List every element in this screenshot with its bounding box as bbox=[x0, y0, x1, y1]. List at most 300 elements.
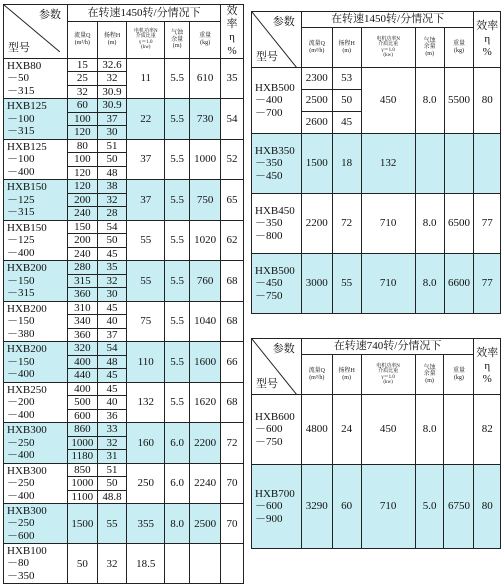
weight-header bbox=[444, 355, 474, 395]
model-line: －600 bbox=[255, 423, 283, 436]
power-cell: 22 bbox=[127, 99, 165, 140]
model-cell bbox=[4, 180, 68, 221]
weight-unit: (kg) bbox=[200, 39, 211, 46]
weight-header bbox=[444, 28, 474, 68]
npsh-label-2: 余量 bbox=[171, 36, 184, 43]
weight-cell: 750 bbox=[190, 180, 221, 221]
flow-cell: 32 bbox=[68, 85, 98, 99]
flow-cell: 310 bbox=[68, 301, 98, 315]
flow-cell: 2500 bbox=[301, 90, 332, 112]
flow-cell: 500 bbox=[68, 396, 98, 410]
eta-symbol: η bbox=[229, 31, 235, 44]
power-label: 电机功率N bbox=[133, 28, 158, 34]
flow-cell: 850 bbox=[68, 463, 98, 477]
param-model-header-cell bbox=[252, 12, 302, 68]
flow-unit: (m³/h) bbox=[74, 39, 90, 46]
efficiency-cell: 80 bbox=[474, 465, 501, 549]
head-cell: 40 bbox=[97, 315, 127, 329]
model-line: HXB125 bbox=[7, 100, 47, 113]
model-line: －350 bbox=[7, 570, 35, 583]
head-cell: 36 bbox=[97, 409, 127, 423]
model-line: －315 bbox=[7, 206, 35, 219]
head-unit: (m) bbox=[107, 39, 117, 46]
model-line: －150 bbox=[7, 315, 35, 328]
model-line: HXB200 bbox=[7, 262, 47, 275]
npsh-cell: 5.0 bbox=[415, 465, 444, 549]
model-cell bbox=[4, 382, 68, 423]
npsh-cell: 5.5 bbox=[165, 139, 190, 180]
npsh-cell: 8.0 bbox=[415, 68, 444, 134]
weight-label: 重量 bbox=[452, 367, 465, 374]
flow-cell: 80 bbox=[68, 139, 98, 153]
model-line: －450 bbox=[255, 277, 283, 290]
model-cell bbox=[4, 58, 68, 99]
npsh-cell: 5.5 bbox=[165, 58, 190, 99]
head-cell: 45 bbox=[97, 382, 127, 396]
efficiency-cell: 65 bbox=[221, 180, 244, 221]
model-cell bbox=[252, 134, 302, 194]
head-cell: 32 bbox=[97, 436, 127, 450]
model-line: －250 bbox=[7, 477, 35, 490]
percent-symbol: % bbox=[482, 373, 492, 386]
power-label-3: γ＝1.0 bbox=[381, 47, 395, 53]
power-label-3: γ＝1.0 bbox=[381, 374, 395, 380]
model-line: －125 bbox=[7, 234, 35, 247]
flow-cell: 120 bbox=[68, 126, 98, 140]
flow-cell: 100 bbox=[68, 153, 98, 167]
power-cell: 37 bbox=[127, 139, 165, 180]
flow-label: 流量Q bbox=[308, 367, 325, 374]
head-cell: 45 bbox=[332, 112, 361, 134]
efficiency-label: 效率 bbox=[226, 5, 238, 31]
head-cell: 32 bbox=[97, 544, 127, 584]
model-line: HXB700 bbox=[255, 487, 295, 500]
efficiency-cell: 68 bbox=[221, 382, 244, 423]
model-line: HXB600 bbox=[255, 410, 295, 423]
flow-cell: 360 bbox=[68, 328, 98, 342]
head-cell: 48 bbox=[97, 355, 127, 369]
flow-cell: 3290 bbox=[301, 465, 332, 549]
power-label: 电机功率N bbox=[376, 36, 400, 42]
head-cell: 32 bbox=[97, 274, 127, 288]
weight-unit: (kg) bbox=[453, 374, 464, 381]
efficiency-label: 效率 bbox=[476, 19, 499, 32]
efficiency-cell: 62 bbox=[221, 220, 244, 261]
param-label: 参数 bbox=[272, 343, 295, 355]
power-cell: 75 bbox=[127, 301, 165, 342]
power-header bbox=[361, 355, 415, 395]
model-line: －900 bbox=[255, 512, 283, 525]
power-unit: (kw) bbox=[383, 380, 393, 385]
flow-unit: (m³/h) bbox=[309, 374, 325, 381]
head-cell: 50 bbox=[97, 153, 127, 167]
power-cell: 37 bbox=[127, 180, 165, 221]
model-line: －315 bbox=[7, 84, 35, 97]
model-line: －400 bbox=[7, 408, 35, 421]
flow-cell: 1180 bbox=[68, 450, 98, 464]
flow-cell: 50 bbox=[68, 544, 98, 584]
table-row bbox=[4, 99, 244, 113]
flow-cell: 400 bbox=[68, 382, 98, 396]
weight-cell: 2240 bbox=[190, 463, 221, 504]
model-line: －250 bbox=[7, 436, 35, 449]
table-row bbox=[4, 544, 244, 584]
table-row bbox=[4, 423, 244, 437]
power-label-2: 介质比重 bbox=[378, 369, 399, 374]
table-row bbox=[4, 220, 244, 234]
power-cell: 132 bbox=[361, 134, 415, 194]
weight-cell: 2200 bbox=[190, 423, 221, 464]
efficiency-cell: 35 bbox=[221, 58, 244, 99]
model-line: －600 bbox=[7, 530, 35, 543]
efficiency-cell: 80 bbox=[474, 68, 501, 134]
model-line: －200 bbox=[7, 396, 35, 409]
npsh-label-2: 余量 bbox=[423, 371, 436, 378]
model-line: HXB150 bbox=[7, 181, 47, 194]
npsh-label: 气蚀 bbox=[423, 364, 436, 371]
npsh-cell: 5.5 bbox=[165, 220, 190, 261]
npsh-cell: 6.0 bbox=[165, 423, 190, 464]
model-line: －315 bbox=[7, 125, 35, 138]
power-cell: 710 bbox=[361, 465, 415, 549]
npsh-cell: 5.5 bbox=[165, 99, 190, 140]
model-line: －400 bbox=[255, 94, 283, 107]
flow-cell: 3000 bbox=[301, 254, 332, 314]
model-line: HXB100 bbox=[7, 544, 47, 557]
model-line: HXB500 bbox=[255, 264, 295, 277]
head-cell: 40 bbox=[97, 396, 127, 410]
head-cell: 38 bbox=[97, 180, 127, 194]
head-header bbox=[97, 22, 127, 59]
efficiency-cell: 70 bbox=[221, 504, 244, 544]
weight-cell: 730 bbox=[190, 99, 221, 140]
efficiency-header bbox=[221, 5, 244, 59]
efficiency-cell: 66 bbox=[221, 342, 244, 383]
flow-cell: 400 bbox=[68, 355, 98, 369]
efficiency-header bbox=[474, 12, 501, 68]
model-line: －150 bbox=[7, 355, 35, 368]
head-cell: 51 bbox=[97, 139, 127, 153]
efficiency-cell: 77 bbox=[474, 254, 501, 314]
model-cell bbox=[252, 194, 302, 254]
flow-header bbox=[301, 28, 332, 68]
weight-cell: 1620 bbox=[190, 382, 221, 423]
model-line: －380 bbox=[7, 327, 35, 340]
model-line: HXB200 bbox=[7, 302, 47, 315]
efficiency-cell: 68 bbox=[221, 261, 244, 302]
npsh-label: 气蚀 bbox=[423, 37, 436, 44]
power-unit: (kw) bbox=[383, 53, 393, 58]
model-line: －125 bbox=[7, 193, 35, 206]
table-row bbox=[252, 134, 501, 194]
head-cell: 50 bbox=[332, 90, 361, 112]
model-line: HXB350 bbox=[255, 144, 295, 157]
weight-cell: 760 bbox=[190, 261, 221, 302]
head-cell: 28 bbox=[97, 207, 127, 221]
model-cell bbox=[252, 254, 302, 314]
flow-cell: 120 bbox=[68, 180, 98, 194]
table-row bbox=[252, 254, 501, 314]
weight-cell bbox=[444, 134, 474, 194]
model-cell bbox=[4, 544, 68, 584]
model-cell bbox=[252, 465, 302, 549]
efficiency-cell: 52 bbox=[221, 139, 244, 180]
right-spec-table-740 bbox=[251, 338, 501, 549]
head-cell: 33 bbox=[97, 423, 127, 437]
power-label-2: 介质比重 bbox=[135, 34, 156, 40]
power-cell: 710 bbox=[361, 194, 415, 254]
power-label-2: 介质比重 bbox=[378, 42, 399, 47]
npsh-cell bbox=[415, 134, 444, 194]
table-row bbox=[4, 58, 244, 72]
npsh-unit: (m) bbox=[425, 50, 434, 57]
model-label: 型号 bbox=[256, 50, 278, 63]
head-unit: (m) bbox=[342, 47, 351, 54]
speed-1450-title: 在转速1450转/分情况下 bbox=[301, 12, 474, 28]
power-cell: 160 bbox=[127, 423, 165, 464]
table-row bbox=[4, 180, 244, 194]
weight-header bbox=[190, 22, 221, 59]
efficiency-cell: 82 bbox=[474, 395, 501, 465]
param-label: 参数 bbox=[272, 16, 295, 28]
weight-cell: 610 bbox=[190, 58, 221, 99]
model-line: HXB125 bbox=[7, 140, 47, 153]
flow-cell: 240 bbox=[68, 207, 98, 221]
flow-cell: 1500 bbox=[68, 504, 98, 544]
efficiency-cell: 54 bbox=[221, 99, 244, 140]
flow-label: 流量Q bbox=[308, 40, 325, 47]
model-line: －750 bbox=[255, 435, 283, 448]
model-line: －600 bbox=[255, 500, 283, 513]
model-line: －350 bbox=[255, 157, 283, 170]
model-cell bbox=[4, 342, 68, 383]
model-line: HXB300 bbox=[7, 424, 47, 437]
flow-cell: 60 bbox=[68, 99, 98, 113]
efficiency-cell: 68 bbox=[221, 301, 244, 342]
percent-symbol: % bbox=[482, 46, 492, 59]
flow-cell: 860 bbox=[68, 423, 98, 437]
model-line: －250 bbox=[7, 517, 35, 530]
head-cell: 24 bbox=[332, 395, 361, 465]
head-cell: 60 bbox=[332, 465, 361, 549]
efficiency-cell: 70 bbox=[221, 463, 244, 504]
efficiency-cell: 77 bbox=[474, 194, 501, 254]
power-unit: (kw) bbox=[141, 45, 151, 51]
flow-cell: 150 bbox=[68, 220, 98, 234]
model-line: －100 bbox=[7, 153, 35, 166]
npsh-cell: 8.0 bbox=[165, 504, 190, 544]
model-line: －700 bbox=[255, 106, 283, 119]
flow-cell: 360 bbox=[68, 288, 98, 302]
right-spec-table-1450 bbox=[251, 11, 501, 314]
model-line: －400 bbox=[7, 165, 35, 178]
efficiency-label: 效率 bbox=[476, 346, 499, 359]
model-cell bbox=[252, 68, 302, 134]
npsh-cell: 8.0 bbox=[415, 254, 444, 314]
model-line: HXB150 bbox=[7, 221, 47, 234]
flow-cell: 1500 bbox=[301, 134, 332, 194]
model-line: －750 bbox=[255, 289, 283, 302]
flow-cell: 440 bbox=[68, 369, 98, 383]
head-cell: 32.6 bbox=[97, 58, 127, 72]
head-cell: 45 bbox=[97, 369, 127, 383]
npsh-cell: 5.5 bbox=[165, 261, 190, 302]
weight-label: 重量 bbox=[452, 40, 465, 47]
head-cell: 48 bbox=[97, 166, 127, 180]
flow-cell: 240 bbox=[68, 247, 98, 261]
npsh-cell bbox=[165, 544, 190, 584]
flow-cell: 315 bbox=[68, 274, 98, 288]
model-line: －350 bbox=[255, 217, 283, 230]
efficiency-cell: 72 bbox=[221, 423, 244, 464]
model-line: －50 bbox=[7, 72, 29, 85]
weight-cell: 1600 bbox=[190, 342, 221, 383]
npsh-cell: 8.0 bbox=[415, 194, 444, 254]
param-model-header-cell bbox=[4, 5, 68, 59]
model-label: 型号 bbox=[256, 377, 278, 390]
param-model-header-cell bbox=[252, 339, 302, 395]
weight-label: 重量 bbox=[199, 33, 212, 40]
speed-1450-title: 在转速1450转/分情况下 bbox=[68, 5, 221, 22]
model-line: HXB250 bbox=[7, 383, 47, 396]
head-cell: 30.9 bbox=[97, 85, 127, 99]
model-label: 型号 bbox=[8, 41, 30, 54]
weight-unit: (kg) bbox=[453, 47, 464, 54]
weight-cell: 1040 bbox=[190, 301, 221, 342]
table-row bbox=[4, 504, 244, 544]
power-cell: 11 bbox=[127, 58, 165, 99]
power-cell: 18.5 bbox=[127, 544, 165, 584]
power-cell: 132 bbox=[127, 382, 165, 423]
flow-cell: 4800 bbox=[301, 395, 332, 465]
head-cell: 35 bbox=[97, 261, 127, 275]
model-line: －400 bbox=[7, 489, 35, 502]
weight-cell: 6750 bbox=[444, 465, 474, 549]
flow-unit: (m³/h) bbox=[309, 47, 325, 54]
flow-cell: 2600 bbox=[301, 112, 332, 134]
head-cell: 51 bbox=[97, 463, 127, 477]
table-row bbox=[252, 194, 501, 254]
model-cell bbox=[4, 463, 68, 504]
eta-symbol: η bbox=[484, 359, 491, 372]
head-cell: 32 bbox=[97, 193, 127, 207]
power-cell: 450 bbox=[361, 395, 415, 465]
model-line: HXB200 bbox=[7, 343, 47, 356]
head-cell: 55 bbox=[97, 504, 127, 544]
flow-cell: 600 bbox=[68, 409, 98, 423]
head-cell: 32 bbox=[97, 72, 127, 86]
model-line: HXB80 bbox=[7, 59, 42, 72]
head-cell: 53 bbox=[332, 68, 361, 90]
flow-cell: 25 bbox=[68, 72, 98, 86]
model-line: －315 bbox=[7, 287, 35, 300]
table-row bbox=[4, 342, 244, 356]
flow-cell: 340 bbox=[68, 315, 98, 329]
weight-cell: 1000 bbox=[190, 139, 221, 180]
model-line: －100 bbox=[7, 112, 35, 125]
table-row bbox=[252, 395, 501, 465]
flow-cell: 280 bbox=[68, 261, 98, 275]
flow-cell: 1000 bbox=[68, 477, 98, 491]
head-cell: 54 bbox=[97, 342, 127, 356]
npsh-header bbox=[415, 28, 444, 68]
flow-cell: 15 bbox=[68, 58, 98, 72]
table-row bbox=[4, 261, 244, 275]
percent-symbol: % bbox=[227, 44, 237, 57]
npsh-label-2: 余量 bbox=[423, 44, 436, 51]
efficiency-cell bbox=[474, 134, 501, 194]
model-cell bbox=[252, 395, 302, 465]
head-cell: 30 bbox=[97, 288, 127, 302]
head-cell: 50 bbox=[97, 234, 127, 248]
npsh-header bbox=[415, 355, 444, 395]
model-line: －400 bbox=[7, 449, 35, 462]
head-cell: 30 bbox=[97, 126, 127, 140]
power-cell: 710 bbox=[361, 254, 415, 314]
weight-cell bbox=[444, 395, 474, 465]
npsh-cell: 5.5 bbox=[165, 180, 190, 221]
head-cell: 30.9 bbox=[97, 99, 127, 113]
power-cell: 355 bbox=[127, 504, 165, 544]
power-label: 电机功率N bbox=[376, 363, 400, 369]
model-cell bbox=[4, 220, 68, 261]
npsh-header bbox=[165, 22, 190, 59]
flow-cell: 200 bbox=[68, 234, 98, 248]
flow-cell: 2300 bbox=[301, 68, 332, 90]
power-header bbox=[361, 28, 415, 68]
weight-cell bbox=[190, 544, 221, 584]
head-cell: 37 bbox=[97, 328, 127, 342]
head-cell: 37 bbox=[97, 112, 127, 126]
power-cell: 250 bbox=[127, 463, 165, 504]
npsh-cell: 5.5 bbox=[165, 382, 190, 423]
head-cell: 50 bbox=[97, 477, 127, 491]
power-header bbox=[127, 22, 165, 59]
flow-cell: 200 bbox=[68, 193, 98, 207]
model-line: HXB450 bbox=[255, 204, 295, 217]
table-row bbox=[252, 68, 501, 90]
flow-cell: 1000 bbox=[68, 436, 98, 450]
head-unit: (m) bbox=[342, 374, 351, 381]
weight-cell: 1020 bbox=[190, 220, 221, 261]
model-line: －400 bbox=[7, 246, 35, 259]
flow-cell: 2200 bbox=[301, 194, 332, 254]
param-label: 参数 bbox=[39, 9, 61, 21]
head-header bbox=[332, 355, 361, 395]
model-cell bbox=[4, 504, 68, 544]
head-cell: 48.8 bbox=[97, 490, 127, 504]
flow-cell: 120 bbox=[68, 166, 98, 180]
npsh-unit: (m) bbox=[172, 43, 182, 50]
model-cell bbox=[4, 301, 68, 342]
head-label: 扬程H bbox=[338, 40, 355, 47]
power-label-3: γ＝1.0 bbox=[139, 39, 153, 45]
flow-cell: 1100 bbox=[68, 490, 98, 504]
npsh-unit: (m) bbox=[425, 377, 434, 384]
npsh-cell: 5.5 bbox=[165, 301, 190, 342]
head-cell: 45 bbox=[97, 247, 127, 261]
power-cell: 450 bbox=[361, 68, 415, 134]
model-line: HXB300 bbox=[7, 504, 47, 517]
npsh-cell: 6.0 bbox=[165, 463, 190, 504]
model-line: －80 bbox=[7, 557, 29, 570]
table-row bbox=[4, 463, 244, 477]
model-cell bbox=[4, 99, 68, 140]
weight-cell: 5500 bbox=[444, 68, 474, 134]
power-cell: 55 bbox=[127, 220, 165, 261]
head-cell: 45 bbox=[97, 301, 127, 315]
speed-740-title: 在转速740转/分情况下 bbox=[301, 339, 474, 355]
